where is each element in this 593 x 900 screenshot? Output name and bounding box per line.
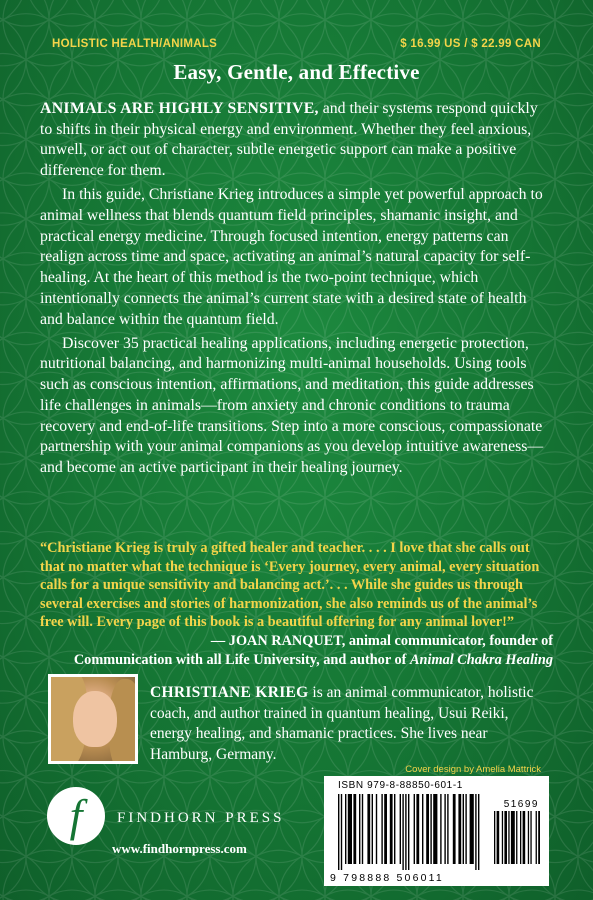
category-label: HOLISTIC HEALTH/ANIMALS — [52, 38, 218, 50]
attribution-line-2 — [40, 651, 553, 670]
publisher-logo-icon — [47, 787, 105, 845]
author-photo — [48, 674, 138, 764]
barcode — [324, 776, 549, 886]
author-bio-text: is an animal communicator, holistic coach, and author trained in quantum healing, Usui Reiki, energy healing, and shamanic practices. She lives near Hamburg, Germany. — [150, 684, 534, 763]
testimonial-attribution — [40, 632, 553, 669]
headline: Easy, Gentle, and Effective — [173, 60, 420, 84]
attribution-line-1: — JOAN RANQUET, animal communicator, founder of — [210, 633, 553, 649]
attribution-book-title: Animal Chakra Healing — [409, 651, 553, 668]
author-bio — [150, 683, 553, 765]
author-name: CHRISTIANE KRIEG — [150, 684, 309, 701]
publisher-logo-glyph: f — [69, 790, 83, 841]
publisher-name: FINDHORN PRESS — [117, 810, 285, 826]
top-bar — [52, 38, 541, 50]
publisher-website: www.findhornpress.com — [112, 841, 247, 856]
paragraph-1 — [40, 99, 553, 182]
price-label: $ 16.99 US / $ 22.99 CAN — [400, 38, 541, 50]
paragraph-2: In this guide, Christiane Krieg introduces a simple yet powerful approach to animal wellness that blends quantum field principles, shamanic insight, and practical energy medicine. Through focused intention, energy patterns can realign across time and space, activating an animal’s natural capacity for self-healing. At the heart of this method is the two-point technique, which intentionally connects the animal’s current state with a desired state of health and balance within the quantum field. — [40, 186, 543, 328]
isbn-label: ISBN 979-8-88850-601-1 — [338, 780, 463, 791]
barcode-digits: 9 798888 506011 — [330, 872, 444, 884]
barcode-bars — [338, 794, 488, 870]
paragraph-1-text: and their systems respond quickly to shifts in their physical energy and environment. Whether they feel anxious, unwell, or act out of character, subtle energetic support can make a positive difference for them. — [40, 100, 538, 180]
testimonial-quote: “Christiane Krieg is truly a gifted healer and teacher. . . . I love that she calls out that no matter what the technique is ‘Every journey, every animal, every situation calls for a unique sensitivity and balancing act.’. . . While she guides us through several exercises and stories of harmonization, she also reminds us of the animal’s free will. Every page of this book is a beautiful offering for any animal lover!” — [40, 540, 540, 631]
cover-credit: Cover design by Amelia Mattrick — [405, 764, 541, 775]
barcode-addon-bars — [494, 811, 540, 870]
paragraph-1-lead: ANIMALS ARE HIGHLY SENSITIVE, — [40, 100, 319, 117]
price-code-label: 51699 — [503, 799, 539, 810]
description-body — [40, 99, 553, 482]
attribution-line-2-prefix: Communication with all Life University, and author of — [73, 651, 410, 668]
paragraph-3: Discover 35 practical healing applications, including energetic protection, nutritional balancing, and harmonizing multi-animal households. Using tools such as conscious intention, affirmations, and meditation, this guide addresses life challenges in animals—from anxiety and chronic conditions to trauma recovery and end-of-life transitions. Step into a more conscious, compassionate partnership with your animal companions as you develop intuitive awareness—and become an active participant in their healing journey. — [40, 334, 544, 476]
